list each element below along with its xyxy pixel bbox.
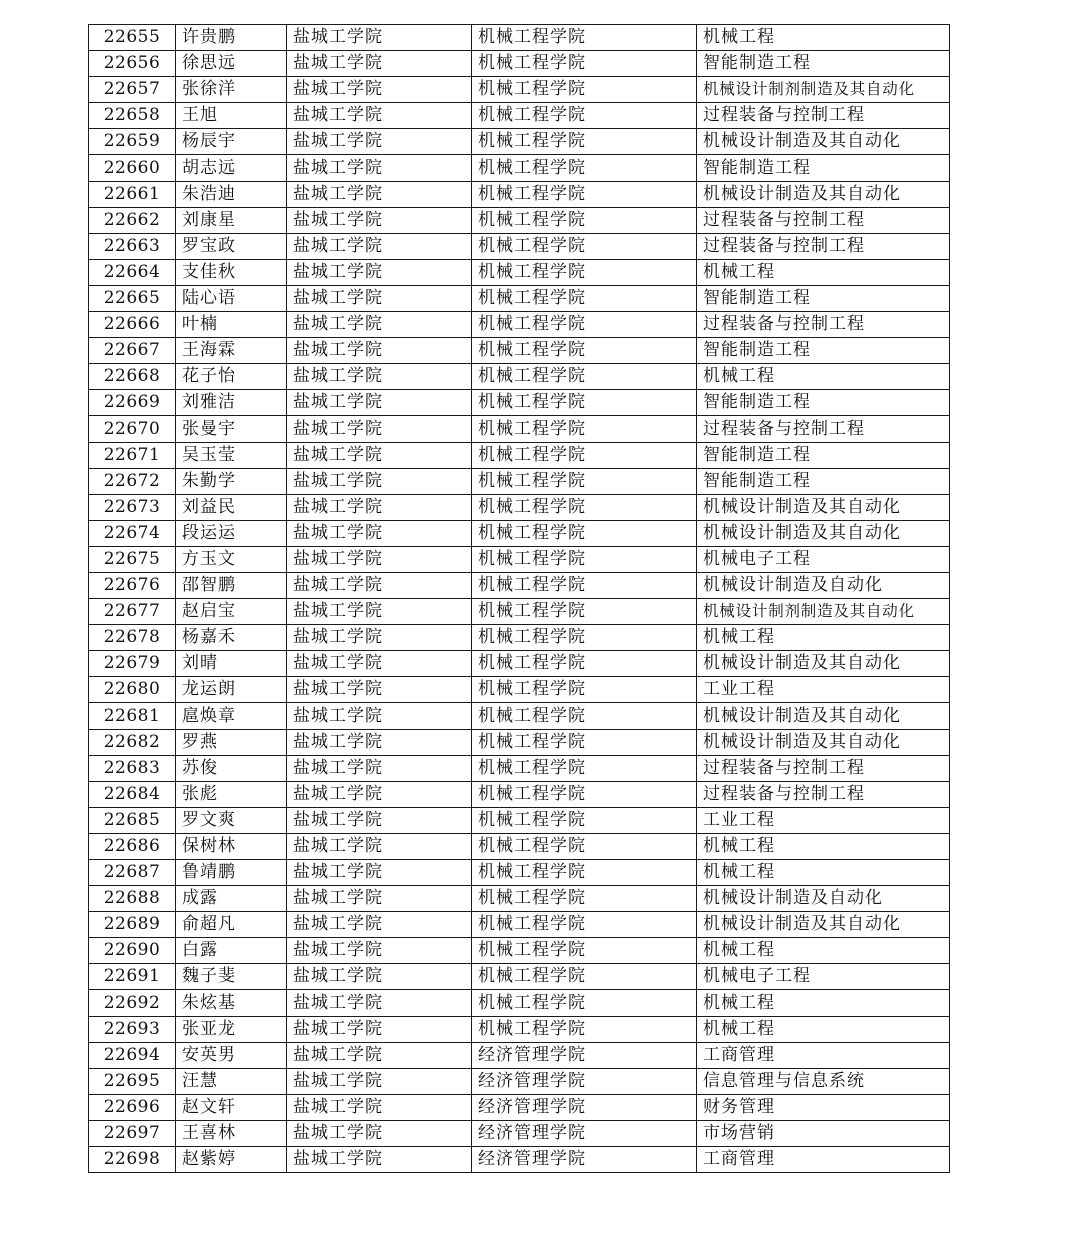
table-row xyxy=(89,964,950,990)
table-row xyxy=(89,1042,950,1068)
cell-major: 机械工程 xyxy=(697,259,950,285)
cell-id: 22667 xyxy=(89,338,176,364)
cell-major: 工商管理 xyxy=(697,1042,950,1068)
cell-major: 机械设计制造及自动化 xyxy=(697,572,950,598)
table-row xyxy=(89,233,950,259)
cell-school: 盐城工学院 xyxy=(287,964,472,990)
cell-school: 盐城工学院 xyxy=(287,807,472,833)
cell-college: 机械工程学院 xyxy=(472,964,697,990)
table-row xyxy=(89,129,950,155)
cell-major: 过程装备与控制工程 xyxy=(697,781,950,807)
cell-college: 机械工程学院 xyxy=(472,520,697,546)
cell-school: 盐城工学院 xyxy=(287,755,472,781)
cell-school: 盐城工学院 xyxy=(287,1120,472,1146)
cell-school: 盐城工学院 xyxy=(287,129,472,155)
cell-school: 盐城工学院 xyxy=(287,938,472,964)
cell-name: 刘雅洁 xyxy=(176,390,287,416)
cell-id: 22670 xyxy=(89,416,176,442)
table-row xyxy=(89,494,950,520)
cell-school: 盐城工学院 xyxy=(287,390,472,416)
cell-id: 22671 xyxy=(89,442,176,468)
cell-name: 陆心语 xyxy=(176,285,287,311)
cell-major: 智能制造工程 xyxy=(697,390,950,416)
cell-college: 机械工程学院 xyxy=(472,755,697,781)
table-row xyxy=(89,1094,950,1120)
cell-name: 苏俊 xyxy=(176,755,287,781)
cell-name: 张徐洋 xyxy=(176,77,287,103)
cell-college: 机械工程学院 xyxy=(472,207,697,233)
cell-id: 22680 xyxy=(89,677,176,703)
cell-school: 盐城工学院 xyxy=(287,77,472,103)
cell-id: 22692 xyxy=(89,990,176,1016)
cell-name: 王海霖 xyxy=(176,338,287,364)
cell-name: 王喜林 xyxy=(176,1120,287,1146)
cell-major: 过程装备与控制工程 xyxy=(697,312,950,338)
cell-id: 22664 xyxy=(89,259,176,285)
cell-name: 扈焕章 xyxy=(176,703,287,729)
cell-major: 机械工程 xyxy=(697,833,950,859)
cell-id: 22686 xyxy=(89,833,176,859)
cell-college: 机械工程学院 xyxy=(472,51,697,77)
cell-name: 胡志远 xyxy=(176,155,287,181)
cell-name: 朱炫基 xyxy=(176,990,287,1016)
cell-college: 机械工程学院 xyxy=(472,103,697,129)
table-row xyxy=(89,207,950,233)
cell-school: 盐城工学院 xyxy=(287,833,472,859)
cell-college: 机械工程学院 xyxy=(472,651,697,677)
table-row xyxy=(89,1147,950,1173)
cell-id: 22666 xyxy=(89,312,176,338)
cell-name: 邵智鹏 xyxy=(176,572,287,598)
table-row xyxy=(89,833,950,859)
cell-major: 财务管理 xyxy=(697,1094,950,1120)
cell-id: 22673 xyxy=(89,494,176,520)
cell-name: 安英男 xyxy=(176,1042,287,1068)
cell-name: 方玉文 xyxy=(176,546,287,572)
cell-major: 机械工程 xyxy=(697,625,950,651)
cell-id: 22662 xyxy=(89,207,176,233)
cell-college: 机械工程学院 xyxy=(472,25,697,51)
table-row xyxy=(89,1120,950,1146)
table-row xyxy=(89,1016,950,1042)
cell-college: 机械工程学院 xyxy=(472,442,697,468)
cell-name: 花子怡 xyxy=(176,364,287,390)
cell-school: 盐城工学院 xyxy=(287,442,472,468)
cell-major: 过程装备与控制工程 xyxy=(697,207,950,233)
cell-name: 赵紫婷 xyxy=(176,1147,287,1173)
cell-major: 机械设计制造及其自动化 xyxy=(697,181,950,207)
cell-major: 机械工程 xyxy=(697,990,950,1016)
cell-major: 机械设计制造及其自动化 xyxy=(697,129,950,155)
cell-id: 22698 xyxy=(89,1147,176,1173)
cell-name: 段运运 xyxy=(176,520,287,546)
cell-school: 盐城工学院 xyxy=(287,599,472,625)
cell-major: 智能制造工程 xyxy=(697,51,950,77)
cell-college: 机械工程学院 xyxy=(472,494,697,520)
table-row xyxy=(89,886,950,912)
table-row xyxy=(89,390,950,416)
cell-name: 王旭 xyxy=(176,103,287,129)
cell-id: 22690 xyxy=(89,938,176,964)
cell-school: 盐城工学院 xyxy=(287,51,472,77)
cell-college: 机械工程学院 xyxy=(472,155,697,181)
cell-major: 智能制造工程 xyxy=(697,285,950,311)
cell-name: 徐思远 xyxy=(176,51,287,77)
cell-id: 22697 xyxy=(89,1120,176,1146)
table-row xyxy=(89,677,950,703)
cell-major: 机械设计制造及其自动化 xyxy=(697,703,950,729)
cell-name: 朱勤学 xyxy=(176,468,287,494)
cell-id: 22668 xyxy=(89,364,176,390)
cell-name: 杨辰宇 xyxy=(176,129,287,155)
table-row xyxy=(89,781,950,807)
table-row xyxy=(89,703,950,729)
cell-school: 盐城工学院 xyxy=(287,207,472,233)
cell-major: 市场营销 xyxy=(697,1120,950,1146)
cell-college: 经济管理学院 xyxy=(472,1147,697,1173)
cell-name: 杨嘉禾 xyxy=(176,625,287,651)
cell-id: 22693 xyxy=(89,1016,176,1042)
cell-school: 盐城工学院 xyxy=(287,1042,472,1068)
cell-college: 机械工程学院 xyxy=(472,807,697,833)
cell-college: 机械工程学院 xyxy=(472,572,697,598)
cell-school: 盐城工学院 xyxy=(287,912,472,938)
cell-school: 盐城工学院 xyxy=(287,520,472,546)
table-row xyxy=(89,25,950,51)
cell-major: 工业工程 xyxy=(697,807,950,833)
table-row xyxy=(89,442,950,468)
cell-name: 刘康星 xyxy=(176,207,287,233)
cell-id: 22681 xyxy=(89,703,176,729)
cell-school: 盐城工学院 xyxy=(287,25,472,51)
cell-id: 22656 xyxy=(89,51,176,77)
cell-major: 工商管理 xyxy=(697,1147,950,1173)
cell-college: 机械工程学院 xyxy=(472,338,697,364)
cell-id: 22661 xyxy=(89,181,176,207)
roster-table-body xyxy=(89,25,950,1173)
table-row xyxy=(89,729,950,755)
cell-college: 机械工程学院 xyxy=(472,599,697,625)
table-row xyxy=(89,312,950,338)
cell-name: 罗宝政 xyxy=(176,233,287,259)
table-row xyxy=(89,77,950,103)
cell-id: 22658 xyxy=(89,103,176,129)
table-row xyxy=(89,468,950,494)
cell-college: 机械工程学院 xyxy=(472,285,697,311)
cell-school: 盐城工学院 xyxy=(287,860,472,886)
table-row xyxy=(89,546,950,572)
cell-school: 盐城工学院 xyxy=(287,155,472,181)
cell-id: 22663 xyxy=(89,233,176,259)
cell-school: 盐城工学院 xyxy=(287,233,472,259)
cell-major: 机械工程 xyxy=(697,364,950,390)
cell-college: 机械工程学院 xyxy=(472,886,697,912)
cell-college: 机械工程学院 xyxy=(472,860,697,886)
table-row xyxy=(89,912,950,938)
cell-major: 机械设计制造及其自动化 xyxy=(697,651,950,677)
cell-id: 22675 xyxy=(89,546,176,572)
cell-name: 许贵鹏 xyxy=(176,25,287,51)
cell-id: 22687 xyxy=(89,860,176,886)
cell-id: 22676 xyxy=(89,572,176,598)
cell-major: 智能制造工程 xyxy=(697,468,950,494)
cell-college: 机械工程学院 xyxy=(472,781,697,807)
cell-major: 机械工程 xyxy=(697,25,950,51)
cell-school: 盐城工学院 xyxy=(287,181,472,207)
cell-name: 鲁靖鹏 xyxy=(176,860,287,886)
cell-name: 罗文爽 xyxy=(176,807,287,833)
table-row xyxy=(89,155,950,181)
table-row xyxy=(89,990,950,1016)
cell-college: 机械工程学院 xyxy=(472,312,697,338)
cell-major: 机械设计制造及其自动化 xyxy=(697,520,950,546)
cell-name: 保树林 xyxy=(176,833,287,859)
cell-major: 信息管理与信息系统 xyxy=(697,1068,950,1094)
table-row xyxy=(89,651,950,677)
cell-college: 机械工程学院 xyxy=(472,233,697,259)
cell-college: 机械工程学院 xyxy=(472,390,697,416)
table-row xyxy=(89,416,950,442)
cell-name: 白露 xyxy=(176,938,287,964)
cell-school: 盐城工学院 xyxy=(287,364,472,390)
cell-id: 22665 xyxy=(89,285,176,311)
cell-major: 机械电子工程 xyxy=(697,964,950,990)
cell-name: 刘益民 xyxy=(176,494,287,520)
cell-college: 机械工程学院 xyxy=(472,416,697,442)
table-row xyxy=(89,285,950,311)
cell-id: 22657 xyxy=(89,77,176,103)
cell-college: 机械工程学院 xyxy=(472,938,697,964)
cell-school: 盐城工学院 xyxy=(287,494,472,520)
cell-college: 机械工程学院 xyxy=(472,468,697,494)
cell-name: 朱浩迪 xyxy=(176,181,287,207)
table-row xyxy=(89,181,950,207)
table-row xyxy=(89,1068,950,1094)
cell-name: 汪慧 xyxy=(176,1068,287,1094)
cell-college: 机械工程学院 xyxy=(472,703,697,729)
cell-college: 机械工程学院 xyxy=(472,625,697,651)
cell-name: 成露 xyxy=(176,886,287,912)
cell-school: 盐城工学院 xyxy=(287,781,472,807)
cell-college: 机械工程学院 xyxy=(472,990,697,1016)
cell-id: 22682 xyxy=(89,729,176,755)
cell-id: 22655 xyxy=(89,25,176,51)
cell-name: 赵启宝 xyxy=(176,599,287,625)
cell-major: 机械设计制造及其自动化 xyxy=(697,912,950,938)
cell-school: 盐城工学院 xyxy=(287,572,472,598)
cell-school: 盐城工学院 xyxy=(287,651,472,677)
cell-college: 机械工程学院 xyxy=(472,181,697,207)
cell-school: 盐城工学院 xyxy=(287,416,472,442)
cell-college: 机械工程学院 xyxy=(472,259,697,285)
cell-major: 智能制造工程 xyxy=(697,442,950,468)
cell-name: 张亚龙 xyxy=(176,1016,287,1042)
cell-name: 罗燕 xyxy=(176,729,287,755)
cell-name: 魏子斐 xyxy=(176,964,287,990)
cell-school: 盐城工学院 xyxy=(287,677,472,703)
table-row xyxy=(89,572,950,598)
cell-school: 盐城工学院 xyxy=(287,729,472,755)
cell-school: 盐城工学院 xyxy=(287,546,472,572)
cell-major: 机械电子工程 xyxy=(697,546,950,572)
cell-school: 盐城工学院 xyxy=(287,285,472,311)
cell-major: 机械工程 xyxy=(697,1016,950,1042)
cell-major: 机械设计制造及其自动化 xyxy=(697,729,950,755)
cell-school: 盐城工学院 xyxy=(287,1016,472,1042)
cell-name: 刘晴 xyxy=(176,651,287,677)
cell-name: 龙运朗 xyxy=(176,677,287,703)
roster-table xyxy=(88,24,950,1173)
table-row xyxy=(89,51,950,77)
cell-college: 机械工程学院 xyxy=(472,729,697,755)
table-row xyxy=(89,338,950,364)
table-row xyxy=(89,364,950,390)
cell-school: 盐城工学院 xyxy=(287,312,472,338)
cell-school: 盐城工学院 xyxy=(287,886,472,912)
table-row xyxy=(89,103,950,129)
cell-name: 吴玉莹 xyxy=(176,442,287,468)
cell-name: 俞超凡 xyxy=(176,912,287,938)
cell-id: 22695 xyxy=(89,1068,176,1094)
cell-college: 机械工程学院 xyxy=(472,833,697,859)
cell-college: 经济管理学院 xyxy=(472,1042,697,1068)
cell-college: 机械工程学院 xyxy=(472,677,697,703)
cell-name: 张曼宇 xyxy=(176,416,287,442)
cell-college: 机械工程学院 xyxy=(472,546,697,572)
cell-major: 机械工程 xyxy=(697,860,950,886)
cell-id: 22691 xyxy=(89,964,176,990)
cell-school: 盐城工学院 xyxy=(287,625,472,651)
table-row xyxy=(89,807,950,833)
cell-id: 22685 xyxy=(89,807,176,833)
cell-college: 经济管理学院 xyxy=(472,1120,697,1146)
cell-id: 22689 xyxy=(89,912,176,938)
cell-school: 盐城工学院 xyxy=(287,990,472,1016)
cell-school: 盐城工学院 xyxy=(287,1147,472,1173)
cell-college: 机械工程学院 xyxy=(472,912,697,938)
table-row xyxy=(89,755,950,781)
cell-college: 机械工程学院 xyxy=(472,77,697,103)
cell-major: 工业工程 xyxy=(697,677,950,703)
cell-major: 机械设计制造及其自动化 xyxy=(697,494,950,520)
cell-college: 经济管理学院 xyxy=(472,1068,697,1094)
cell-major: 过程装备与控制工程 xyxy=(697,103,950,129)
cell-major: 过程装备与控制工程 xyxy=(697,755,950,781)
cell-school: 盐城工学院 xyxy=(287,1094,472,1120)
cell-name: 叶楠 xyxy=(176,312,287,338)
cell-college: 经济管理学院 xyxy=(472,1094,697,1120)
cell-id: 22694 xyxy=(89,1042,176,1068)
table-row xyxy=(89,625,950,651)
cell-id: 22660 xyxy=(89,155,176,181)
cell-id: 22674 xyxy=(89,520,176,546)
cell-school: 盐城工学院 xyxy=(287,103,472,129)
cell-id: 22688 xyxy=(89,886,176,912)
cell-major: 智能制造工程 xyxy=(697,338,950,364)
cell-id: 22659 xyxy=(89,129,176,155)
cell-school: 盐城工学院 xyxy=(287,703,472,729)
cell-school: 盐城工学院 xyxy=(287,468,472,494)
cell-id: 22678 xyxy=(89,625,176,651)
cell-name: 支佳秋 xyxy=(176,259,287,285)
cell-id: 22677 xyxy=(89,599,176,625)
cell-id: 22672 xyxy=(89,468,176,494)
cell-major: 机械设计制造及自动化 xyxy=(697,886,950,912)
cell-id: 22683 xyxy=(89,755,176,781)
cell-name: 张彪 xyxy=(176,781,287,807)
cell-major: 智能制造工程 xyxy=(697,155,950,181)
table-row xyxy=(89,520,950,546)
cell-school: 盐城工学院 xyxy=(287,1068,472,1094)
cell-college: 机械工程学院 xyxy=(472,364,697,390)
table-row xyxy=(89,938,950,964)
cell-major: 过程装备与控制工程 xyxy=(697,233,950,259)
cell-id: 22684 xyxy=(89,781,176,807)
cell-major: 过程装备与控制工程 xyxy=(697,416,950,442)
cell-name: 赵文轩 xyxy=(176,1094,287,1120)
cell-id: 22696 xyxy=(89,1094,176,1120)
cell-id: 22679 xyxy=(89,651,176,677)
cell-school: 盐城工学院 xyxy=(287,338,472,364)
cell-school: 盐城工学院 xyxy=(287,259,472,285)
table-row xyxy=(89,259,950,285)
table-row xyxy=(89,860,950,886)
cell-college: 机械工程学院 xyxy=(472,129,697,155)
cell-major: 机械设计制剂制造及其自动化 xyxy=(697,77,950,103)
cell-id: 22669 xyxy=(89,390,176,416)
cell-college: 机械工程学院 xyxy=(472,1016,697,1042)
table-row xyxy=(89,599,950,625)
cell-major: 机械设计制剂制造及其自动化 xyxy=(697,599,950,625)
cell-major: 机械工程 xyxy=(697,938,950,964)
